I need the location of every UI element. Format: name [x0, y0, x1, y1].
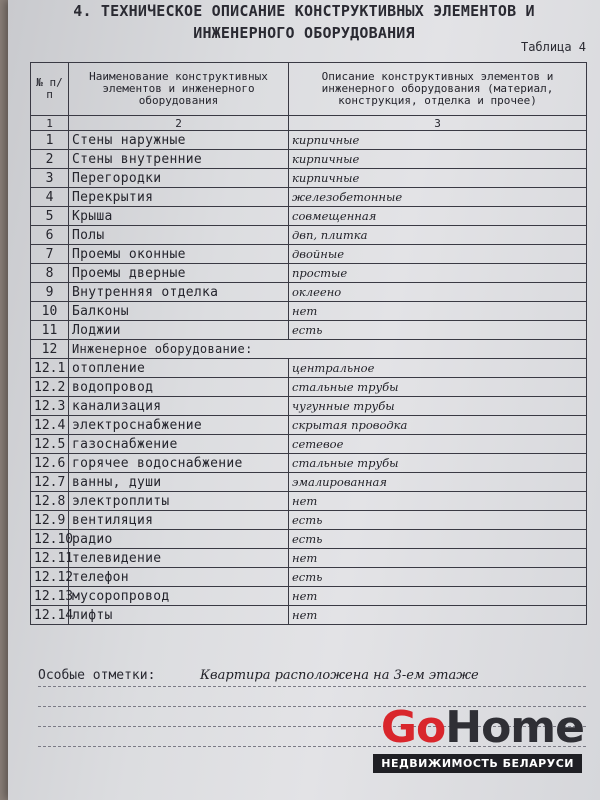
table-label: Таблица 4: [520, 40, 586, 54]
row-number: 11: [31, 321, 69, 340]
table-row: [31, 207, 587, 226]
row-name: водопровод: [69, 378, 289, 397]
technical-description-table: [30, 62, 587, 625]
row-description: нет: [289, 549, 587, 568]
row-name: канализация: [69, 397, 289, 416]
row-name: Инженерное оборудование:: [69, 340, 587, 359]
header-number: № п/п: [31, 63, 69, 116]
row-name: радио: [69, 530, 289, 549]
row-name: Лоджии: [69, 321, 289, 340]
table-row: [31, 321, 587, 340]
row-name: газоснабжение: [69, 435, 289, 454]
column-number: 1: [31, 116, 69, 131]
row-name: Перекрытия: [69, 188, 289, 207]
column-number: 3: [289, 116, 587, 131]
table-row: [31, 245, 587, 264]
row-name: отопление: [69, 359, 289, 378]
table-row: [31, 150, 587, 169]
row-description: стальные трубы: [289, 378, 587, 397]
row-description: кирпичные: [289, 131, 587, 150]
row-number: 12.1: [31, 359, 69, 378]
notes-label: Особые отметки:: [38, 668, 156, 683]
row-description: есть: [289, 511, 587, 530]
row-number: 12.10: [31, 530, 69, 549]
row-description: чугунные трубы: [289, 397, 587, 416]
table-row: [31, 473, 587, 492]
row-name: Стены внутренние: [69, 150, 289, 169]
row-number: 12.2: [31, 378, 69, 397]
row-description: нет: [289, 302, 587, 321]
row-number: 7: [31, 245, 69, 264]
row-description: сетевое: [289, 435, 587, 454]
row-name: Перегородки: [69, 169, 289, 188]
row-number: 3: [31, 169, 69, 188]
table-row: [31, 264, 587, 283]
row-name: Проемы оконные: [69, 245, 289, 264]
row-description: нет: [289, 492, 587, 511]
column-number: 2: [69, 116, 289, 131]
row-name: горячее водоснабжение: [69, 454, 289, 473]
row-name: Крыша: [69, 207, 289, 226]
table-row: [31, 568, 587, 587]
row-description: двойные: [289, 245, 587, 264]
table-row: [31, 587, 587, 606]
table-row: [31, 454, 587, 473]
row-number: 12.5: [31, 435, 69, 454]
row-name: Стены наружные: [69, 131, 289, 150]
row-description: оклеено: [289, 283, 587, 302]
notes-value: Квартира расположена на 3-ем этаже: [200, 668, 479, 683]
row-name: ванны, души: [69, 473, 289, 492]
table-header-row: [31, 63, 587, 116]
document-title-line2: ИНЖЕНЕРНОГО ОБОРУДОВАНИЯ: [193, 24, 415, 42]
row-number: 12: [31, 340, 69, 359]
row-description: эмалированная: [289, 473, 587, 492]
table-row: [31, 169, 587, 188]
row-description: есть: [289, 530, 587, 549]
notes-line: [38, 686, 586, 687]
row-name: Балконы: [69, 302, 289, 321]
row-number: 10: [31, 302, 69, 321]
row-name: вентиляция: [69, 511, 289, 530]
table-row: [31, 302, 587, 321]
table-row: [31, 416, 587, 435]
row-number: 9: [31, 283, 69, 302]
row-number: 12.14: [31, 606, 69, 625]
row-number: 12.3: [31, 397, 69, 416]
row-description: кирпичные: [289, 150, 587, 169]
table-row: [31, 283, 587, 302]
row-description: совмещенная: [289, 207, 587, 226]
header-description: Описание конструктивных элементов и инженерного оборудования (материал, конструкция, отделка и прочее): [289, 63, 587, 116]
gohome-tagline: НЕДВИЖИМОСТЬ БЕЛАРУСИ: [373, 754, 582, 773]
row-name: телефон: [69, 568, 289, 587]
row-number: 4: [31, 188, 69, 207]
table-row: [31, 397, 587, 416]
column-number-row: [31, 116, 587, 131]
row-name: лифты: [69, 606, 289, 625]
row-number: 2: [31, 150, 69, 169]
header-name: Наименование конструктивных элементов и инженерного оборудования: [69, 63, 289, 116]
row-number: 5: [31, 207, 69, 226]
row-number: 12.9: [31, 511, 69, 530]
row-description: центральное: [289, 359, 587, 378]
table-row: [31, 511, 587, 530]
row-name: Внутренняя отделка: [69, 283, 289, 302]
table-row: [31, 549, 587, 568]
table-row: [31, 378, 587, 397]
row-number: 1: [31, 131, 69, 150]
table-row: [31, 188, 587, 207]
row-description: есть: [289, 321, 587, 340]
row-description: стальные трубы: [289, 454, 587, 473]
table-row: [31, 131, 587, 150]
row-number: 12.12: [31, 568, 69, 587]
table-row: [31, 530, 587, 549]
row-number: 6: [31, 226, 69, 245]
row-name: Проемы дверные: [69, 264, 289, 283]
table-row: [31, 226, 587, 245]
row-name: электроплиты: [69, 492, 289, 511]
table-row: [31, 606, 587, 625]
row-number: 12.7: [31, 473, 69, 492]
table-row: [31, 435, 587, 454]
row-number: 12.8: [31, 492, 69, 511]
row-number: 12.6: [31, 454, 69, 473]
document-title-line1: 4. ТЕХНИЧЕСКОЕ ОПИСАНИЕ КОНСТРУКТИВНЫХ ЭЛЕМЕНТОВ И: [73, 2, 535, 20]
row-description: нет: [289, 587, 587, 606]
row-name: телевидение: [69, 549, 289, 568]
row-name: Полы: [69, 226, 289, 245]
table-row: [31, 359, 587, 378]
row-description: железобетонные: [289, 188, 587, 207]
row-description: нет: [289, 606, 587, 625]
row-description: кирпичные: [289, 169, 587, 188]
row-name: мусоропровод: [69, 587, 289, 606]
row-description: скрытая проводка: [289, 416, 587, 435]
row-number: 12.13: [31, 587, 69, 606]
row-number: 12.4: [31, 416, 69, 435]
row-description: есть: [289, 568, 587, 587]
row-number: 12.11: [31, 549, 69, 568]
table-row: [31, 492, 587, 511]
row-description: простые: [289, 264, 587, 283]
table-row-section: [31, 340, 587, 359]
row-number: 8: [31, 264, 69, 283]
gohome-logo: GoHome: [380, 702, 584, 753]
row-description: двп, плитка: [289, 226, 587, 245]
row-name: электроснабжение: [69, 416, 289, 435]
